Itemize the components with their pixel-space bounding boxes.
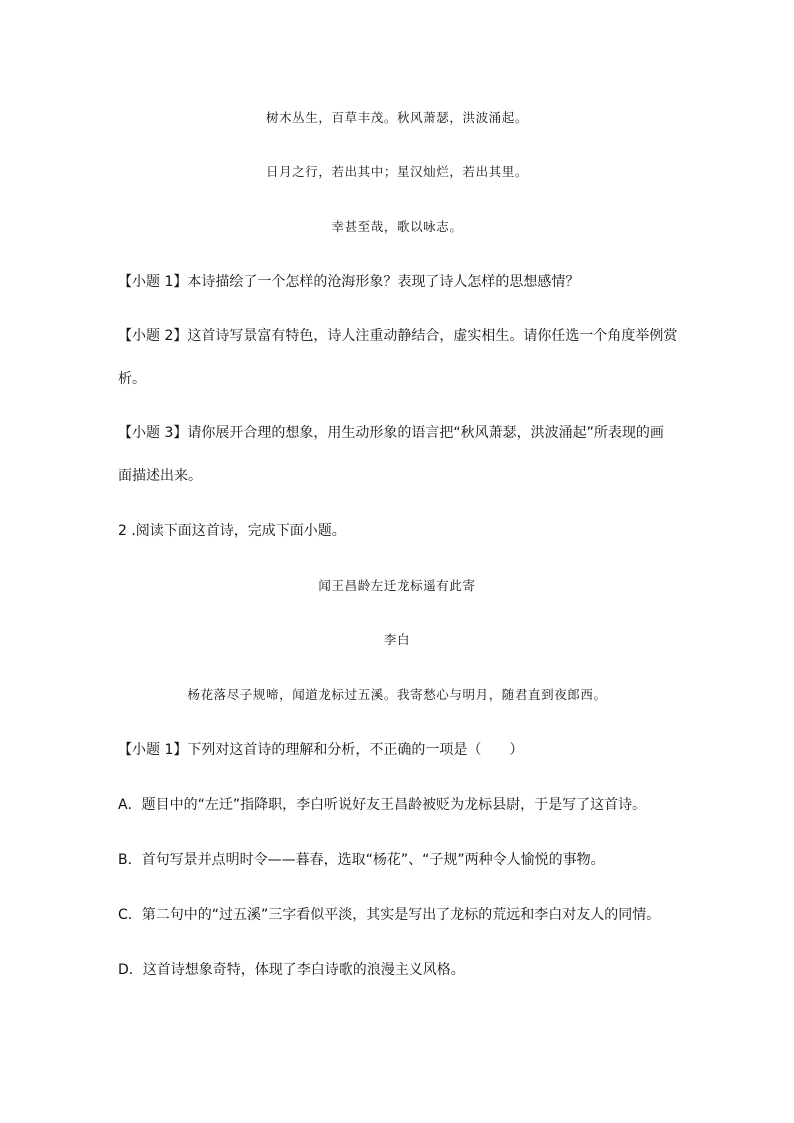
- poem-line-1: 树木丛生，百草丰茂。秋风萧瑟，洪波涌起。: [265, 110, 528, 125]
- option-b: B．首句写景并点明时令——暮春，选取“杨花”、“子规”两种令人愉悦的事物。: [118, 852, 605, 868]
- question-1-sub-3-line-2: 面描述出来。: [118, 468, 202, 484]
- poem-line-3: 幸甚至哉，歌以咏志。: [331, 219, 463, 234]
- option-c: C．第二句中的“过五溪”三字看似平淡，其实是写出了龙标的荒远和李白对友人的同情。: [118, 907, 661, 923]
- poem-line-2: 日月之行，若出其中；星汉灿烂，若出其里。: [265, 164, 528, 179]
- question-1-sub-2-line-1: 【小题 2】这首诗写景富有特色，诗人注重动静结合，虚实相生。请你任选一个角度举例赏: [118, 328, 678, 344]
- question-1-sub-2-line-2: 析。: [118, 371, 146, 387]
- option-a: A．题目中的“左迁”指降职，李白听说好友王昌龄被贬为龙标县尉，于是写了这首诗。: [118, 797, 647, 813]
- poem-text: 杨花落尽子规啼，闻道龙标过五溪。我寄愁心与明月，随君直到夜郎西。: [187, 687, 607, 702]
- poem-author: 李白: [383, 632, 411, 647]
- poem-title: 闻王昌龄左迁龙标遥有此寄: [318, 578, 476, 593]
- question-1-sub-1: 【小题 1】本诗描绘了一个怎样的沧海形象？表现了诗人怎样的思想感情？: [118, 274, 580, 290]
- question-2-intro: 2 .阅读下面这首诗，完成下面小题。: [118, 523, 346, 539]
- option-d: D．这首诗想象奇特，体现了李白诗歌的浪漫主义风格。: [118, 962, 465, 978]
- question-2-sub-1: 【小题 1】下列对这首诗的理解和分析，不正确的一项是（ ）: [118, 742, 524, 758]
- question-1-sub-3-line-1: 【小题 3】请你展开合理的想象，用生动形象的语言把“秋风萧瑟，洪波涌起”所表现的画: [118, 425, 664, 441]
